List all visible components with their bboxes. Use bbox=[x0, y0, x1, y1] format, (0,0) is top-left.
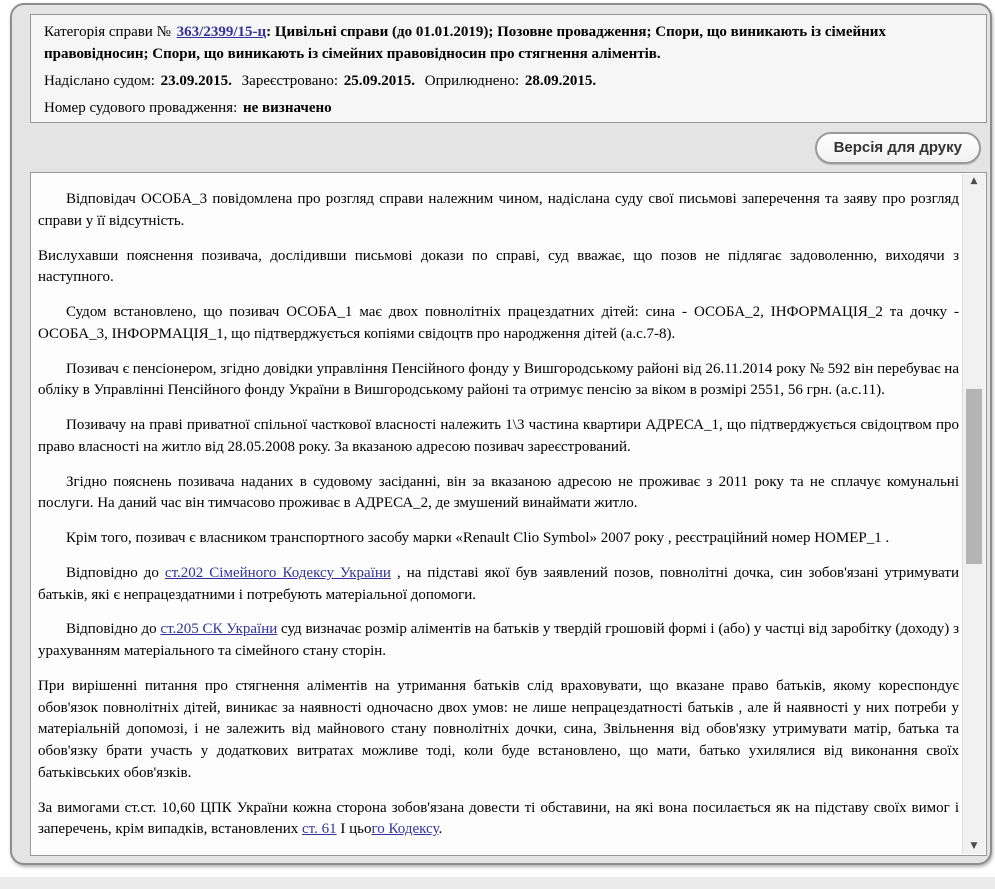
text-run: Крім того, позивач є власником транспортного засобу марки «Renault Clio Symbol» 2007 року , реєстраційний номер НОМЕР_1 . bbox=[66, 530, 890, 546]
paragraph bbox=[38, 302, 959, 346]
category-value: : Цивільні справи (до 01.01.2019); Позовне провадження; Спори, що виникають із сімейних правовідносин; Спори, що виникають із сімейних правовідносин про стягнення аліментів. bbox=[44, 24, 886, 63]
text-run: Відповідач ОСОБА_3 повідомлена про розгляд справи належним чином, надіслана суду свої письмові заперечення та заяву про розгляд справи у її відсутність. bbox=[38, 191, 959, 229]
paragraph bbox=[38, 563, 959, 607]
text-run: , на підставі якої був заявлений позов, повнолітні дочка, син зобов'язані утримувати батьків, які є непрацездатними і потребують матеріальної допомоги. bbox=[38, 564, 960, 603]
print-version-button[interactable]: Версія для друку bbox=[815, 132, 981, 164]
statute-link[interactable]: го Кодексу bbox=[371, 821, 439, 838]
published-label: Оприлюднено: bbox=[424, 73, 520, 90]
paragraph bbox=[38, 472, 959, 516]
text-run: І цьо bbox=[336, 821, 372, 838]
text-run: Позивачу на праві приватної спільної часткової власності належить 1\3 частина квартири АДРЕСА_1, що підтверджується свідоцтвом про право власності на житло від 28.05.2008 року. За вказаною адресою позивач зареєстрований. bbox=[38, 417, 959, 455]
case-category-line bbox=[44, 21, 974, 65]
text-run: Відповідно до bbox=[66, 564, 165, 581]
decision-text-box bbox=[30, 172, 987, 856]
paragraph bbox=[38, 246, 959, 290]
text-run: Вислухавши пояснення позивача, дослідивши письмові докази по справі, суд вважає, що позов не підлягає задоволенню, виходячи з наступного. bbox=[38, 247, 959, 286]
case-number-link[interactable]: 363/2399/15-ц bbox=[176, 24, 267, 40]
statute-link[interactable]: ст.202 Сімейного Кодексу України bbox=[164, 564, 391, 581]
paragraph bbox=[38, 528, 959, 550]
proceeding-value: не визначено bbox=[243, 100, 332, 117]
arrow-up-icon: ▲ bbox=[970, 176, 978, 186]
text-run: . bbox=[438, 821, 443, 838]
text-run: суд визначає розмір аліментів на батьків у твердій грошовій формі і (або) у частці від заробітку (доходу) з урахуванням матеріального та сімейного стану сторін. bbox=[38, 621, 959, 659]
scrollbar[interactable] bbox=[962, 174, 985, 854]
paragraph bbox=[38, 359, 959, 403]
footer-strip bbox=[0, 877, 995, 889]
text-run: Відповідно до bbox=[66, 621, 161, 638]
toolbar bbox=[12, 123, 990, 172]
paragraph bbox=[38, 676, 959, 785]
registered-label: Зареєстровано: bbox=[241, 73, 339, 90]
case-dates-line bbox=[44, 70, 974, 92]
scroll-up-button[interactable] bbox=[963, 174, 985, 189]
scroll-down-button[interactable] bbox=[963, 839, 985, 854]
text-run: Судом встановлено, що позивач ОСОБА_1 має двох повнолітніх працездатних дітей: сина - ОСОБА_2, ІНФОРМАЦІЯ_2 та дочку - ОСОБА_3, ІНФОРМАЦІЯ_1, що підтверджується копіями свідоцтв про народження дітей (а.с.7-8). bbox=[38, 304, 959, 342]
arrow-down-icon: ▼ bbox=[970, 841, 978, 851]
case-info-box bbox=[30, 14, 987, 123]
proceeding-label: Номер судового провадження: bbox=[44, 100, 238, 117]
paragraph bbox=[38, 619, 959, 663]
paragraph bbox=[38, 189, 959, 233]
case-proceeding-line bbox=[44, 97, 974, 119]
document-body bbox=[31, 173, 962, 855]
statute-link[interactable]: ст.205 СК України bbox=[160, 621, 278, 638]
text-run: Згідно пояснень позивача наданих в судовому засіданні, він за вказаною адресою не проживає з 2011 року та не сплачує комунальні послуги. На даний час він тимчасово проживає в АДРЕСА_2, де змушений винаймати житло. bbox=[38, 473, 959, 512]
statute-link[interactable]: ст. 61 bbox=[302, 821, 337, 838]
text-run: Позивач є пенсіонером, згідно довідки управління Пенсійного фонду у Вишгородському районі від 26.11.2014 року № 592 він перебуває на обліку в Управлінні Пенсійного фонду України в Вишгородському районі та отримує пенсію за віком в розмірі 2551, 56 грн. (а.с.11). bbox=[38, 360, 959, 399]
sent-label: Надіслано судом: bbox=[44, 73, 155, 90]
decision-panel bbox=[10, 3, 992, 865]
text-run: При вирішенні питання про стягнення аліментів на утримання батьків слід враховувати, що вказане право батьків, якому кореспондує обов'язок повнолітніх дітей, виникає за наявності одночасно двох умов: не лише непрацездатності батьків , але й наявності у них потреби у матеріальній допомозі, і не залежить від майнового стану повнолітніх дочки, сина, Звільнення від обов'язку утримувати матір, батька та обов'язку брати участь у додаткових витратах можливе тоді, коли буде встановлено, що мати, батько ухилялися від виконання своїх батьківських обов'язків. bbox=[38, 677, 959, 781]
paragraph bbox=[38, 415, 959, 459]
published-date: 28.09.2015. bbox=[524, 73, 597, 90]
registered-date: 25.09.2015. bbox=[343, 73, 416, 90]
text-run: За вимогами ст.ст. 10,60 ЦПК України кожна сторона зобов'язана довести ті обставини, на які вона посилається як на підставу своїх вимог і заперечень, крім випадків, встановлених bbox=[38, 799, 959, 838]
sent-date: 23.09.2015. bbox=[160, 73, 232, 90]
scrollbar-thumb[interactable] bbox=[966, 389, 982, 564]
category-label: Категорія справи № bbox=[44, 24, 171, 40]
paragraph bbox=[38, 798, 959, 842]
